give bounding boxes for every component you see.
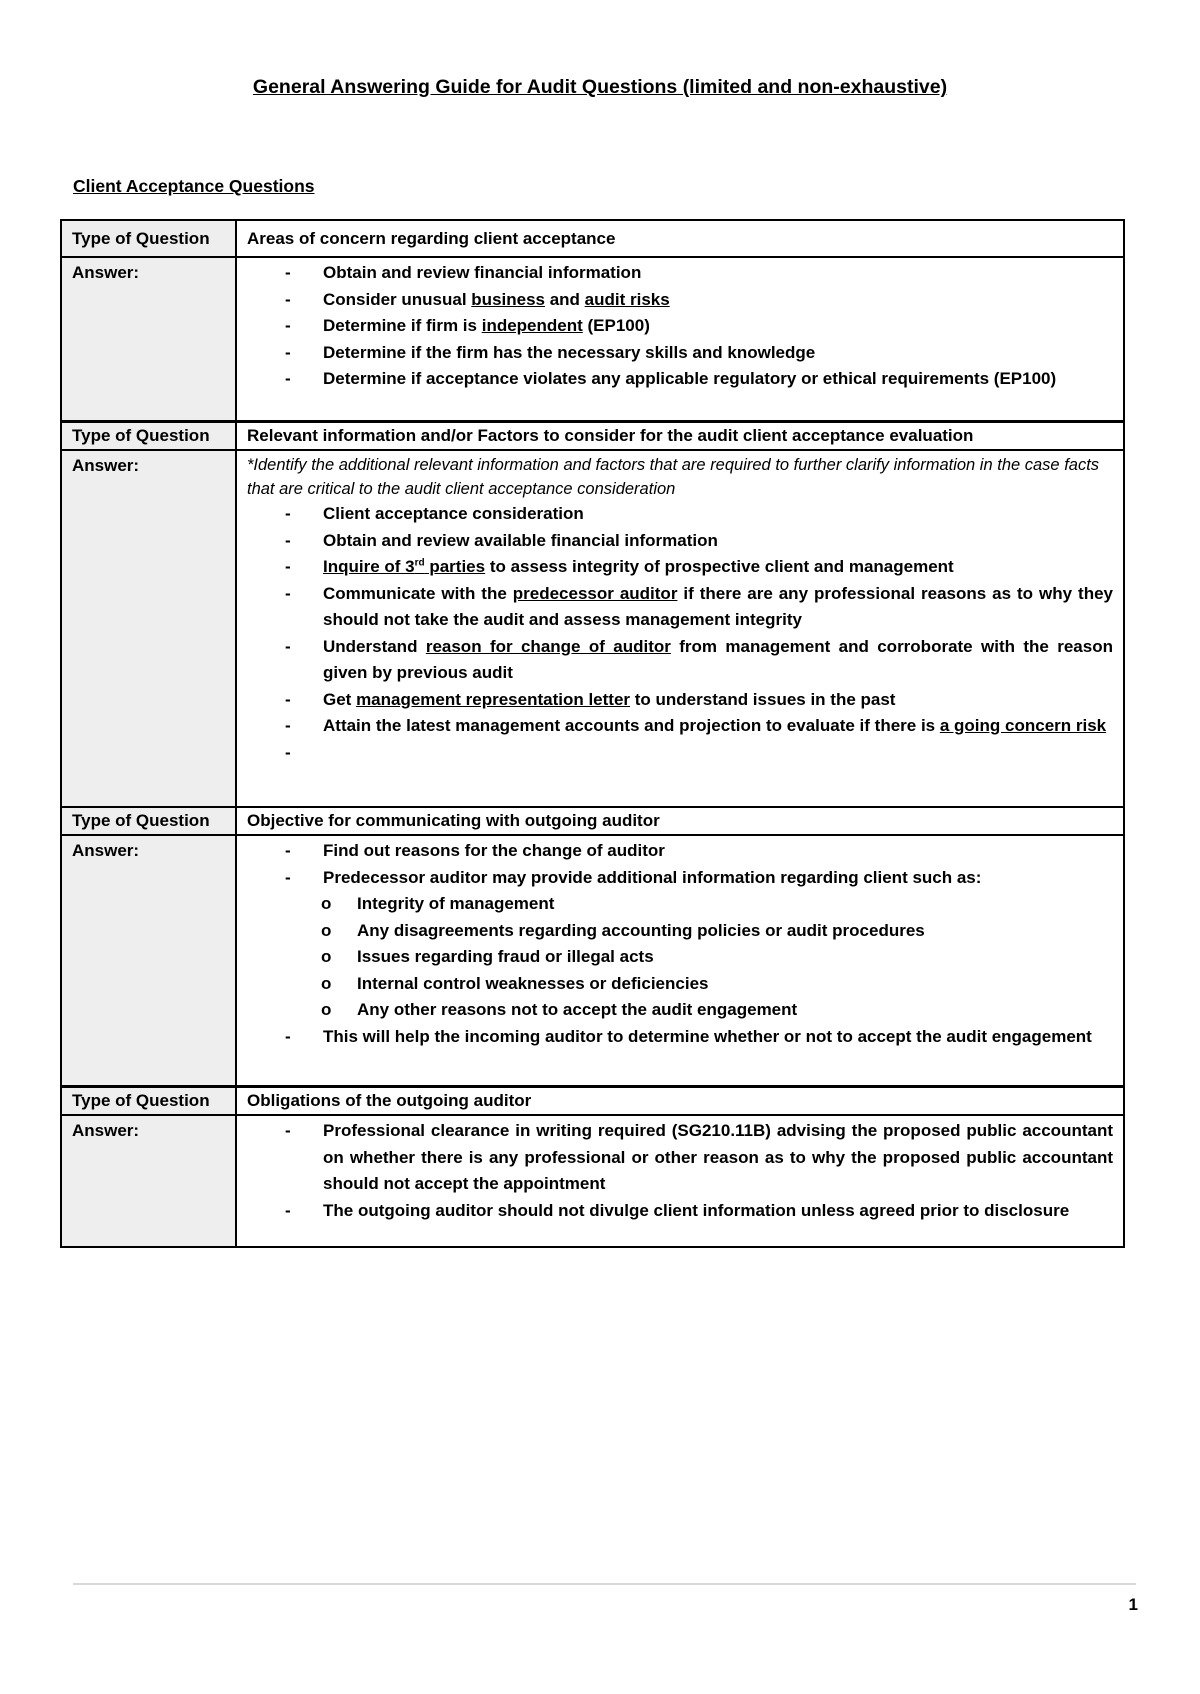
page-number: 1 — [1128, 1595, 1138, 1614]
answer-row — [61, 257, 1124, 422]
list-item: - Client acceptance consideration — [247, 501, 1113, 528]
question-text: Areas of concern regarding client acceptance — [236, 220, 1124, 257]
list-item: - Attain the latest management accounts and projection to evaluate if there is a going concern risk — [247, 713, 1113, 740]
question-row — [61, 1087, 1124, 1116]
list-item: - Get management representation letter to understand issues in the past — [247, 687, 1113, 714]
underlined-term: business — [471, 289, 545, 309]
list-item-empty — [247, 740, 1113, 767]
question-text: Relevant information and/or Factors to consider for the audit client acceptance evaluation — [236, 422, 1124, 451]
question-row — [61, 220, 1124, 257]
answer-list — [247, 260, 1113, 393]
list-item: - Determine if the firm has the necessary skills and knowledge — [247, 340, 1113, 367]
list-item: - Predecessor auditor may provide additional information regarding client such as: o Integrity of management o Any disagreements regarding accounting policies or audit procedures o Issues regarding fraud or illegal acts o Internal control weaknesses or deficiencies o Any other reasons not to accept the audit engagement — [247, 865, 1113, 1024]
answer-cell — [236, 835, 1124, 1087]
question-text: Obligations of the outgoing auditor — [236, 1087, 1124, 1116]
section-heading: Client Acceptance Questions — [73, 176, 315, 196]
question-row — [61, 422, 1124, 451]
footer-divider — [73, 1583, 1136, 1585]
list-item: - Inquire of 3rd parties to assess integrity of prospective client and management — [247, 554, 1113, 581]
answer-list — [247, 1118, 1113, 1224]
sub-list-item: o Internal control weaknesses or deficiencies — [285, 971, 1113, 998]
sub-list — [285, 891, 1113, 1024]
list-item: - This will help the incoming auditor to determine whether or not to accept the audit engagement — [247, 1024, 1113, 1051]
list-item: - Determine if acceptance violates any applicable regulatory or ethical requirements (EP100) — [247, 366, 1113, 393]
question-text: Objective for communicating with outgoing auditor — [236, 807, 1124, 835]
type-label: Type of Question — [61, 1087, 236, 1116]
answer-label: Answer: — [61, 835, 236, 1087]
list-item: - Understand reason for change of auditor from management and corroborate with the reason given by previous audit — [247, 634, 1113, 687]
underlined-term: independent — [481, 316, 583, 335]
list-item: - Communicate with the predecessor auditor if there are any professional reasons as to why they should not take the audit and assess management integrity — [247, 581, 1113, 634]
sub-list-item: o Integrity of management — [285, 891, 1113, 918]
answer-row — [61, 835, 1124, 1087]
type-label: Type of Question — [61, 807, 236, 835]
list-item: - Determine if firm is independent (EP100) — [247, 313, 1113, 340]
answer-list — [247, 501, 1113, 766]
answer-label: Answer: — [61, 257, 236, 422]
underlined-term: reason for change of auditor — [425, 636, 671, 656]
underlined-term: management representation letter — [356, 689, 631, 709]
list-item: - The outgoing auditor should not divulge client information unless agreed prior to disclosure — [247, 1198, 1113, 1225]
qa-table — [60, 219, 1125, 1248]
answer-cell — [236, 257, 1124, 422]
underlined-term: predecessor auditor — [512, 583, 678, 603]
answer-row — [61, 1115, 1124, 1247]
list-item: - Professional clearance in writing required (SG210.11B) advising the proposed public accountant on whether there is any professional or other reason as to why the proposed public accountant should not accept the appointment — [247, 1118, 1113, 1198]
underlined-term: audit risks — [584, 289, 670, 309]
list-item: - Find out reasons for the change of auditor — [247, 838, 1113, 865]
underlined-term: Inquire of 3rd parties — [323, 557, 486, 576]
type-label: Type of Question — [61, 220, 236, 257]
list-item: - Consider unusual business and audit risks — [247, 287, 1113, 314]
answer-cell — [236, 1115, 1124, 1247]
sub-list-item: o Issues regarding fraud or illegal acts — [285, 944, 1113, 971]
list-item: - Obtain and review available financial information — [247, 528, 1113, 555]
italic-note: *Identify the additional relevant information and factors that are required to further clarify information in the case facts that are critical to the audit client acceptance consideration — [247, 456, 1100, 498]
answer-cell — [236, 450, 1124, 807]
question-row — [61, 807, 1124, 835]
underlined-term: a going concern risk — [939, 716, 1107, 735]
answer-label: Answer: — [61, 1115, 236, 1247]
list-item: - Obtain and review financial information — [247, 260, 1113, 287]
type-label: Type of Question — [61, 422, 236, 451]
answer-label: Answer: — [61, 450, 236, 807]
answer-list — [247, 838, 1113, 1050]
sub-list-item: o Any other reasons not to accept the audit engagement — [285, 997, 1113, 1024]
sub-list-item: o Any disagreements regarding accounting policies or audit procedures — [285, 918, 1113, 945]
answer-row — [61, 450, 1124, 807]
document-title: General Answering Guide for Audit Questions (limited and non-exhaustive) — [252, 76, 948, 98]
